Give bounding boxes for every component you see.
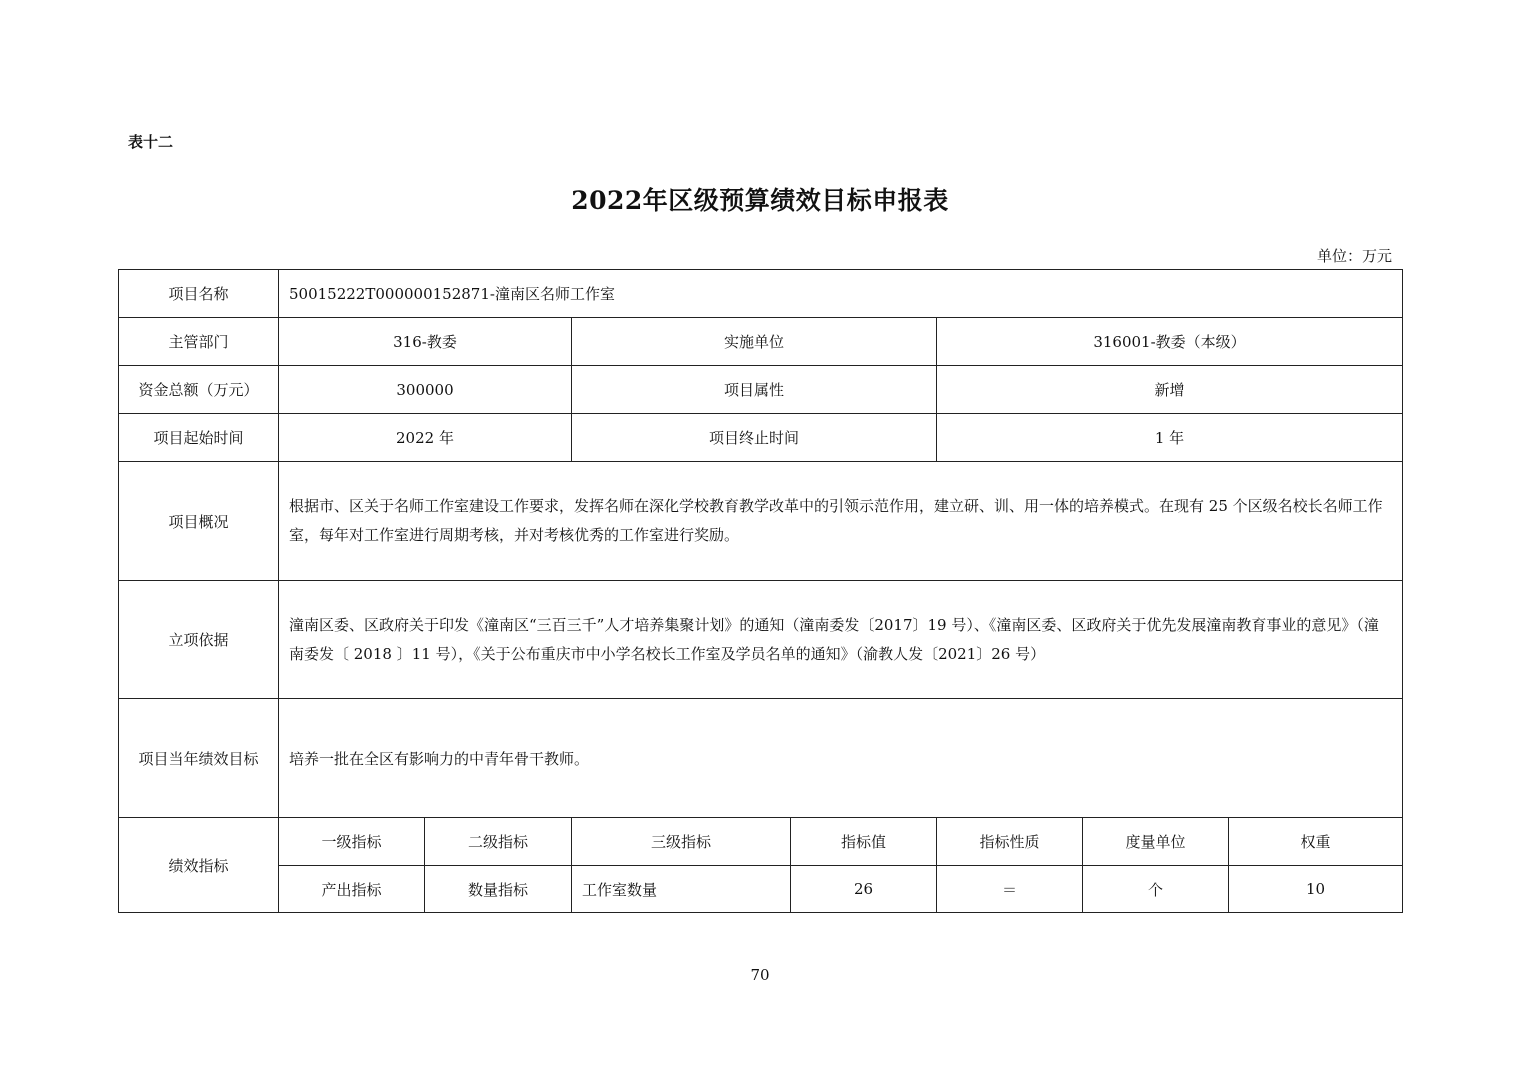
value-project-attribute: 新增 <box>937 366 1403 414</box>
cell-level1: 产出指标 <box>279 866 425 913</box>
label-basis: 立项依据 <box>119 581 279 699</box>
unit-label: 单位：万元 <box>1316 247 1392 265</box>
label-department: 主管部门 <box>119 318 279 366</box>
row-indicator-headers <box>119 818 1403 866</box>
header-weight: 权重 <box>1229 818 1403 866</box>
value-goal: 培养一批在全区有影响力的中青年骨干教师。 <box>279 699 1403 818</box>
cell-level3: 工作室数量 <box>572 866 791 913</box>
value-basis: 潼南区委、区政府关于印发《潼南区“三百三千”人才培养集聚计划》的通知（潼南委发〔2017〕19 号）、《潼南区委、区政府关于优先发展潼南教育事业的意见》（潼南委发〔 2018 〕11 号），《关于公布重庆市中小学名校长工作室及学员名单的通知》（渝教人发〔2021〕26 号） <box>279 581 1403 699</box>
label-end-time: 项目终止时间 <box>572 414 937 462</box>
page-number: 70 <box>750 966 770 984</box>
label-goal: 项目当年绩效目标 <box>119 699 279 818</box>
value-project-name: 50015222T000000152871-潼南区名师工作室 <box>279 270 1403 318</box>
label-project-attribute: 项目属性 <box>572 366 937 414</box>
value-implementing-unit: 316001-教委（本级） <box>937 318 1403 366</box>
value-start-time: 2022 年 <box>279 414 572 462</box>
document-title: 2022年区级预算绩效目标申报表 <box>571 186 949 215</box>
header-indicator-value: 指标值 <box>791 818 937 866</box>
row-project-name <box>119 270 1403 318</box>
value-total-funds: 300000 <box>279 366 572 414</box>
cell-weight: 10 <box>1229 866 1403 913</box>
label-overview: 项目概况 <box>119 462 279 581</box>
label-implementing-unit: 实施单位 <box>572 318 937 366</box>
header-measure-unit: 度量单位 <box>1083 818 1229 866</box>
header-indicator-nature: 指标性质 <box>937 818 1083 866</box>
label-start-time: 项目起始时间 <box>119 414 279 462</box>
row-funds <box>119 366 1403 414</box>
header-level2: 二级指标 <box>425 818 572 866</box>
table-number: 表十二 <box>128 133 174 151</box>
value-end-time: 1 年 <box>937 414 1403 462</box>
value-department: 316-教委 <box>279 318 572 366</box>
row-basis <box>119 581 1403 699</box>
value-overview: 根据市、区关于名师工作室建设工作要求，发挥名师在深化学校教育教学改革中的引领示范作用，建立研、训、用一体的培养模式。在现有 25 个区级名校长名师工作室，每年对工作室进行周期考核，并对考核优秀的工作室进行奖励。 <box>279 462 1403 581</box>
label-indicators: 绩效指标 <box>119 818 279 913</box>
label-project-name: 项目名称 <box>119 270 279 318</box>
cell-indicator-value: 26 <box>791 866 937 913</box>
header-level3: 三级指标 <box>572 818 791 866</box>
table-row <box>119 866 1403 913</box>
row-time <box>119 414 1403 462</box>
header-level1: 一级指标 <box>279 818 425 866</box>
label-total-funds: 资金总额（万元） <box>119 366 279 414</box>
cell-indicator-nature: ＝ <box>937 866 1083 913</box>
row-department <box>119 318 1403 366</box>
row-goal <box>119 699 1403 818</box>
cell-level2: 数量指标 <box>425 866 572 913</box>
row-overview <box>119 462 1403 581</box>
cell-measure-unit: 个 <box>1083 866 1229 913</box>
budget-performance-table <box>118 269 1403 913</box>
